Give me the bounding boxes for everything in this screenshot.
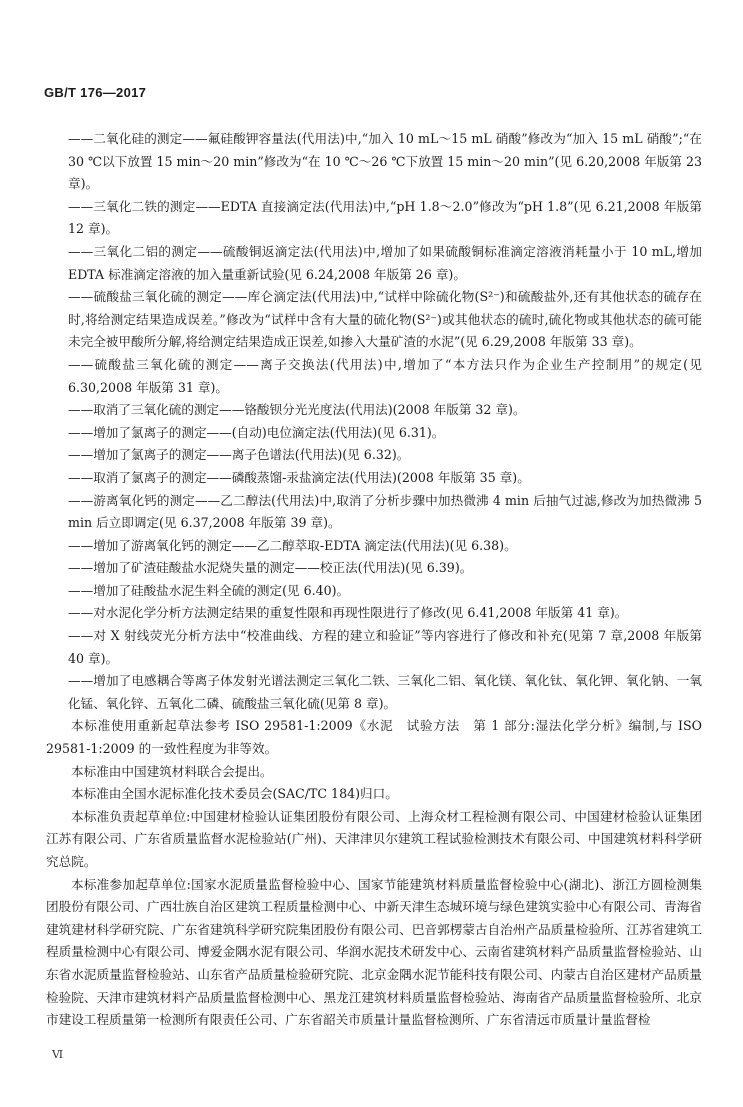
list-item: ——对水泥化学分析方法测定结果的重复性限和再现性限进行了修改(见 6.41,2008 年版第 41 章)。	[68, 605, 628, 621]
paragraph-proposer: 本标准由中国建筑材料联合会提出。	[71, 763, 273, 779]
list-item: ——增加了电感耦合等离子体发射光谱法测定三氧化二铁、三氧化二铝、氧化镁、氧化钛、氧化钾、氧化钠、一氧化锰、氧化锌、五氧化二磷、硫酸盐三氧化硫(见第 8 章)。	[68, 673, 702, 711]
paragraph-reference: 本标准使用重新起草法参考 ISO 29581-1:2009《水泥 试验方法 第 1 部分:湿法化学分析》编制,与 ISO 29581-1:2009 的一致性程度为非等效。	[46, 718, 702, 757]
list-item: ——取消了氯离子的测定——磷酸蒸馏-汞盐滴定法(代用法)(2008 年版第 35 章)。	[68, 469, 530, 485]
list-item: ——游离氧化钙的测定——乙二醇法(代用法)中,取消了分析步骤中加热微沸 4 min 后抽气过滤,修改为加热微沸 5 min 后立即调定(见 6.37,2008 年版第 39 章)。	[68, 492, 702, 531]
list-item: ——对 X 射线荧光分析方法中“校准曲线、方程的建立和验证”等内容进行了修改和补充(见第 7 章,2008 年版第 40 章)。	[68, 628, 702, 666]
list-item: ——三氧化二铁的测定——EDTA 直接滴定法(代用法)中,“pH 1.8～2.0”修改为“pH 1.8”(见 6.21,2008 年版第 12 章)。	[68, 198, 702, 237]
list-item: ——三氧化二铝的测定——硫酸铜返滴定法(代用法)中,增加了如果硫酸铜标准滴定溶液消耗量小于 10 mL,增加 EDTA 标准滴定溶液的加入量重新试验(见 6.24,2008 年版第 26 章)。	[68, 243, 702, 282]
page-number: Ⅵ	[52, 1048, 64, 1061]
standard-code: GB/T 176—2017	[44, 85, 147, 100]
paragraph-main-drafters: 本标准负责起草单位:中国建材检验认证集团股份有限公司、上海众材工程检测有限公司、中国建材检验认证集团江苏有限公司、广东省质量监督水泥检验站(广州)、天津津贝尔建筑工程试验检测技术有限公司、中国建筑材料科学研究总院。	[46, 808, 702, 869]
list-item: ——增加了硅酸盐水泥生料全硫的测定(见 6.40)。	[68, 582, 350, 598]
list-item: ——增加了矿渣硅酸盐水泥烧失量的测定——校正法(代用法)(见 6.39)。	[68, 560, 473, 576]
list-item: ——增加了游离氧化钙的测定——乙二醇萃取-EDTA 滴定法(代用法)(见 6.38)。	[68, 537, 517, 553]
list-item: ——增加了氯离子的测定——(自动)电位滴定法(代用法)(见 6.31)。	[68, 424, 445, 440]
list-item: ——硫酸盐三氧化硫的测定——离子交换法(代用法)中,增加了“本方法只作为企业生产控制用”的规定(见 6.30,2008 年版第 31 章)。	[68, 356, 702, 395]
list-item: ——二氧化硅的测定——氟硅酸钾容量法(代用法)中,“加入 10 mL～15 mL 硝酸”修改为“加入 15 mL 硝酸”;“在 30 ℃以下放置 15 min～20 min”修改为“在 10 ℃～26 ℃下放置 15 min～20 min”(见 6.20,2008 年版第 23 章)。	[68, 131, 702, 192]
document-body	[46, 128, 702, 1032]
list-item: ——硫酸盐三氧化硫的测定——库仑滴定法(代用法)中,“试样中除硫化物(S²⁻)和硫酸盐外,还有其他状态的硫存在时,将给测定结果造成误差。”修改为“试样中含有大量的硫化物(S²⁻)或其他状态的硫时,硫化物或其他状态的硫可能未完全被甲酸所分解,将给测定结果造成正误差,如掺入大量矿渣的水泥”(见 6.29,2008 年版第 33 章)。	[68, 289, 702, 350]
paragraph-committee: 本标准由全国水泥标准化技术委员会(SAC/TC 184)归口。	[71, 786, 398, 802]
list-item: ——增加了氯离子的测定——离子色谱法(代用法)(见 6.32)。	[68, 447, 410, 463]
paragraph-participating-drafters: 本标准参加起草单位:国家水泥质量监督检验中心、国家节能建筑材料质量监督检验中心(湖北)、浙江方圆检测集团股份有限公司、广西壮族自治区建筑工程质量检测中心、中新天津生态城环境与绿色建筑实验中心有限公司、青海省建筑建材科学研究院、广东省建筑科学研究院集团股份有限公司、巴音郭楞蒙古自治州产品质量检验所、江苏省建筑工程质量检测中心有限公司、博爱金隅水泥有限公司、华润水泥技术研发中心、云南省建筑材料产品质量监督检验站、山东省水泥质量监督检验站、山东省产品质量检验研究院、北京金隅水泥节能科技有限公司、内蒙古自治区建材产品质量检验院、天津市建筑材料产品质量监督检测中心、黑龙江建筑材料质量监督检验站、海南省产品质量监督检验所、北京市建设工程质量第一检测所有限责任公司、广东省韶关市质量计量监督检测所、广东省清远市质量计量监督检	[46, 876, 702, 1028]
list-item: ——取消了三氧化硫的测定——铬酸钡分光光度法(代用法)(2008 年版第 32 章)。	[68, 402, 526, 418]
